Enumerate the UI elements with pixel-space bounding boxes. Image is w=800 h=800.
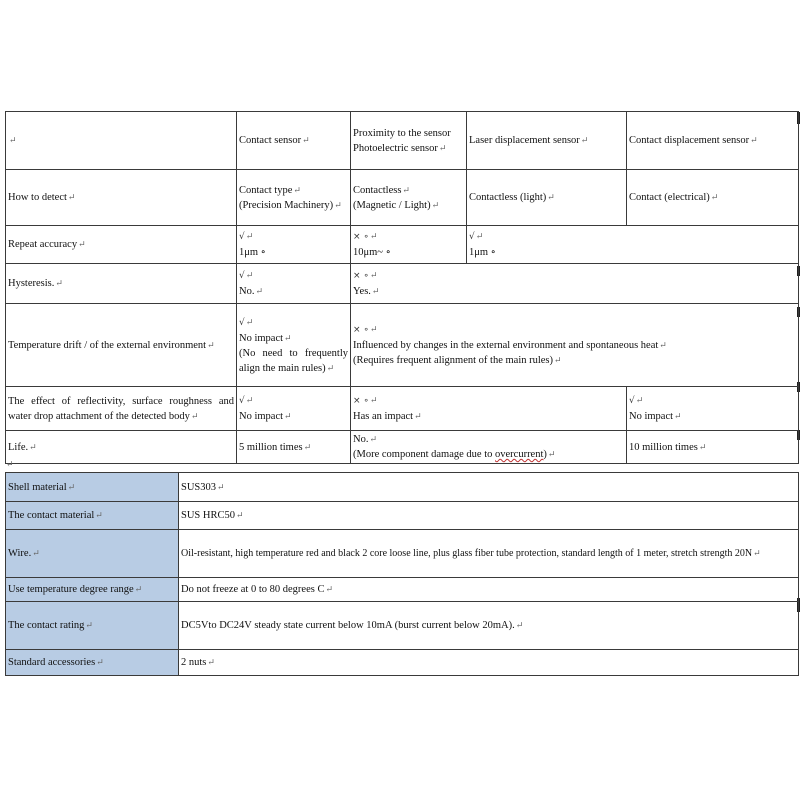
- temperature-contact: √↵ No impact↵ (No need to frequently align the main rules)↵: [237, 304, 351, 387]
- header-blank-cell: ↵: [6, 112, 237, 170]
- header-proximity-sensor: Proximity to the sensor Photoelectric sensor↵: [351, 112, 467, 170]
- spec-value: Do not freeze at 0 to 80 degrees C↵: [179, 578, 799, 602]
- detect-contact-displacement: Contact (electrical)↵: [627, 170, 799, 226]
- spec-value: 2 nuts↵: [179, 650, 799, 676]
- table-row-detect: [6, 170, 799, 226]
- repeat-contact: √↵ 1μm ∘: [237, 226, 351, 264]
- spec-row: [6, 530, 799, 578]
- hysteresis-contact: √↵ No.↵: [237, 264, 351, 304]
- document-sheet: [5, 111, 800, 676]
- spec-label: The contact rating↵: [6, 602, 179, 650]
- detect-laser: Contactless (light)↵: [467, 170, 627, 226]
- spec-row: [6, 650, 799, 676]
- spec-row: [6, 602, 799, 650]
- temperature-label: Temperature drift / of the external environment↵: [6, 304, 237, 387]
- sensor-comparison-table: [5, 111, 799, 464]
- reflectivity-contact: √↵ No impact↵: [237, 387, 351, 431]
- spec-value: SUS303↵: [179, 473, 799, 502]
- life-middle: No.↵ (More component damage due to overcurrent)↵: [351, 431, 627, 464]
- spec-value: DC5Vto DC24V steady state current below 10mA (burst current below 20mA).↵: [179, 602, 799, 650]
- specifications-table: [5, 472, 799, 676]
- table-gap: ↵: [6, 459, 14, 469]
- table-row-header: [6, 112, 799, 170]
- spec-label: The contact material↵: [6, 502, 179, 530]
- repeat-proximity: × ∘↵ 10μm~ ∘: [351, 226, 467, 264]
- table-row-repeat-accuracy: [6, 226, 799, 264]
- spec-row: [6, 502, 799, 530]
- table-row-temperature-drift: [6, 304, 799, 387]
- temperature-other: × ∘↵ Influenced by changes in the external environment and spontaneous heat↵ (Requires frequent alignment of the main rules)↵: [351, 304, 799, 387]
- repeat-label: Repeat accuracy↵: [6, 226, 237, 264]
- hysteresis-other: × ∘↵ Yes.↵: [351, 264, 799, 304]
- header-contact-sensor: Contact sensor↵: [237, 112, 351, 170]
- repeat-laser: √↵ 1μm ∘: [467, 226, 799, 264]
- spec-row: [6, 578, 799, 602]
- spec-value: SUS HRC50↵: [179, 502, 799, 530]
- table-row-reflectivity: [6, 387, 799, 431]
- reflectivity-middle: × ∘↵ Has an impact↵: [351, 387, 627, 431]
- spec-label: Wire.↵: [6, 530, 179, 578]
- reflectivity-label: The effect of reflectivity, surface roughness and water drop attachment of the detected body↵: [6, 387, 237, 431]
- life-label: Life.↵: [6, 431, 237, 464]
- detect-proximity: Contactless↵ (Magnetic / Light)↵: [351, 170, 467, 226]
- detect-contact: Contact type↵ (Precision Machinery)↵: [237, 170, 351, 226]
- header-contact-displacement-sensor: Contact displacement sensor↵: [627, 112, 799, 170]
- spec-label: Shell material↵: [6, 473, 179, 502]
- detect-label: How to detect↵: [6, 170, 237, 226]
- table-row-life: [6, 431, 799, 464]
- spec-value: Oil-resistant, high temperature red and black 2 core loose line, plus glass fiber tube protection, standard length of 1 meter, stretch strength 20N↵: [179, 530, 799, 578]
- reflectivity-right: √↵ No impact↵: [627, 387, 799, 431]
- spec-row: [6, 473, 799, 502]
- spec-label: Standard accessories↵: [6, 650, 179, 676]
- spec-label: Use temperature degree range↵: [6, 578, 179, 602]
- life-right: 10 million times↵: [627, 431, 799, 464]
- header-laser-sensor: Laser displacement sensor↵: [467, 112, 627, 170]
- life-contact: 5 million times↵: [237, 431, 351, 464]
- table-row-hysteresis: [6, 264, 799, 304]
- hysteresis-label: Hysteresis.↵: [6, 264, 237, 304]
